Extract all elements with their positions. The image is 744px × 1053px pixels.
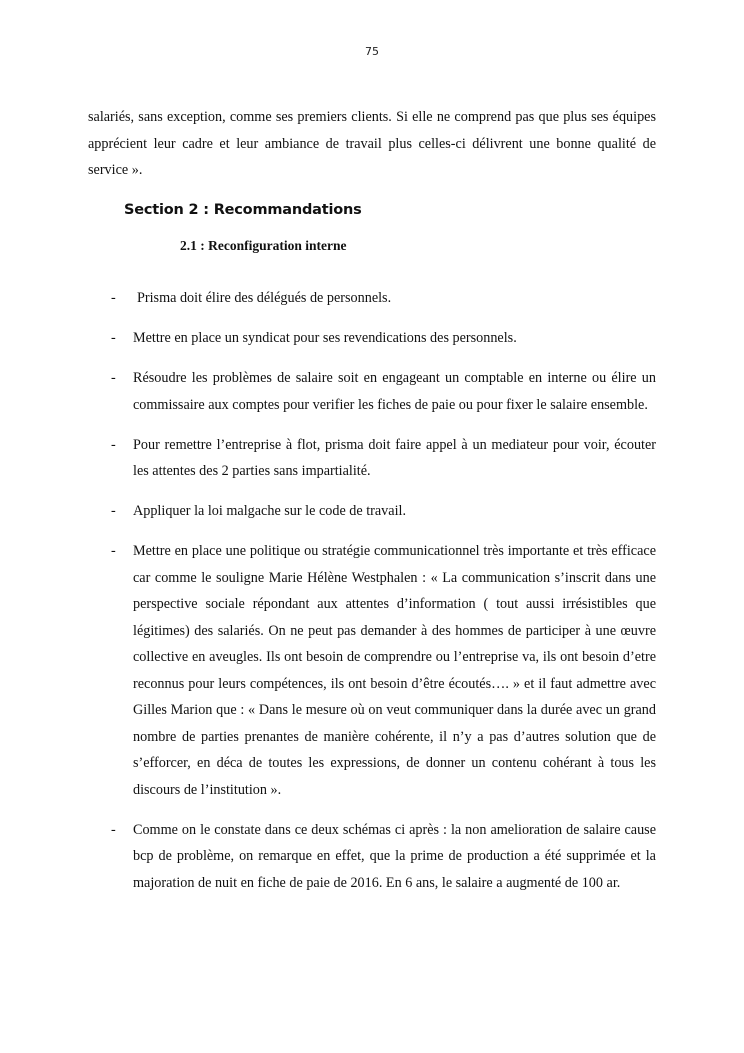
list-item bbox=[0, 817, 656, 897]
list-item bbox=[0, 285, 656, 312]
subsection-title: 2.1 : Reconfiguration interne bbox=[180, 238, 347, 253]
page-number: 75 bbox=[365, 45, 379, 58]
recommendations-list bbox=[0, 285, 744, 910]
list-item-text: Mettre en place une politique ou stratégie communicationnel très importante et très efficace car comme le souligne Marie Hélène Westphalen : « La communication s’inscrit dans une perspective sociale répondant aux attentes d’information ( tout aussi irrésistibles que légitimes) des salariés. On ne peut pas demander à des hommes de participer à une œuvre collective en aveugles. Ils ont besoin de comprendre ou l’entreprise va, ils ont besoin d’etre reconnus pour leurs compétences, ils ont besoin d’être écoutés…. » et il faut admettre avec Gilles Marion que : « Dans le mesure où on veut communiquer dans la durée avec un grand nombre de parties prenantes de manière cohérente, il n’y a pas d’autres solution que de s’efforcer, en déca de toutes les expressions, de donner un contenu cohérant à tous les discours de l’institution ». bbox=[133, 543, 656, 798]
intro-paragraph: salariés, sans exception, comme ses premiers clients. Si elle ne comprend pas que plus ses équipes apprécient leur cadre et leur ambiance de travail plus celles-ci délivrent une bonne qualité de service ». bbox=[88, 109, 656, 178]
bullet-marker: - bbox=[111, 821, 116, 838]
bullet-marker: - bbox=[111, 543, 116, 559]
list-item-text: Prisma doit élire des délégués de personnels. bbox=[137, 290, 392, 306]
list-item bbox=[0, 538, 656, 803]
list-item-text: Comme on le constate dans ce deux schémas ci après : la non amelioration de salaire cause bcp de problème, on remarque en effet, que la prime de production a été supprimée et la majoration de nuit en fiche de paie de 2016. En 6 ans, le salaire a augmenté de 100 ar. bbox=[133, 821, 656, 891]
list-item bbox=[0, 498, 656, 525]
bullet-marker: - bbox=[111, 503, 116, 519]
list-item-text: Pour remettre l’entreprise à flot, prisma doit faire appel à un mediateur pour voir, écouter les attentes des 2 parties sans impartialité. bbox=[133, 436, 656, 479]
bullet-marker: - bbox=[111, 330, 116, 346]
list-item-text: Mettre en place un syndicat pour ses revendications des personnels. bbox=[133, 330, 517, 346]
list-item bbox=[0, 325, 656, 352]
bullet-marker: - bbox=[111, 290, 116, 306]
list-item bbox=[0, 365, 656, 418]
list-item-text: Résoudre les problèmes de salaire soit en engageant un comptable en interne ou élire un commissaire aux comptes pour verifier les fiches de paie ou pour fixer le salaire ensemble. bbox=[133, 370, 656, 413]
bullet-marker: - bbox=[111, 370, 116, 386]
list-item bbox=[0, 432, 656, 485]
list-item-text: Appliquer la loi malgache sur le code de travail. bbox=[133, 503, 407, 519]
section-title: Section 2 : Recommandations bbox=[124, 202, 362, 218]
bullet-marker: - bbox=[111, 436, 116, 453]
